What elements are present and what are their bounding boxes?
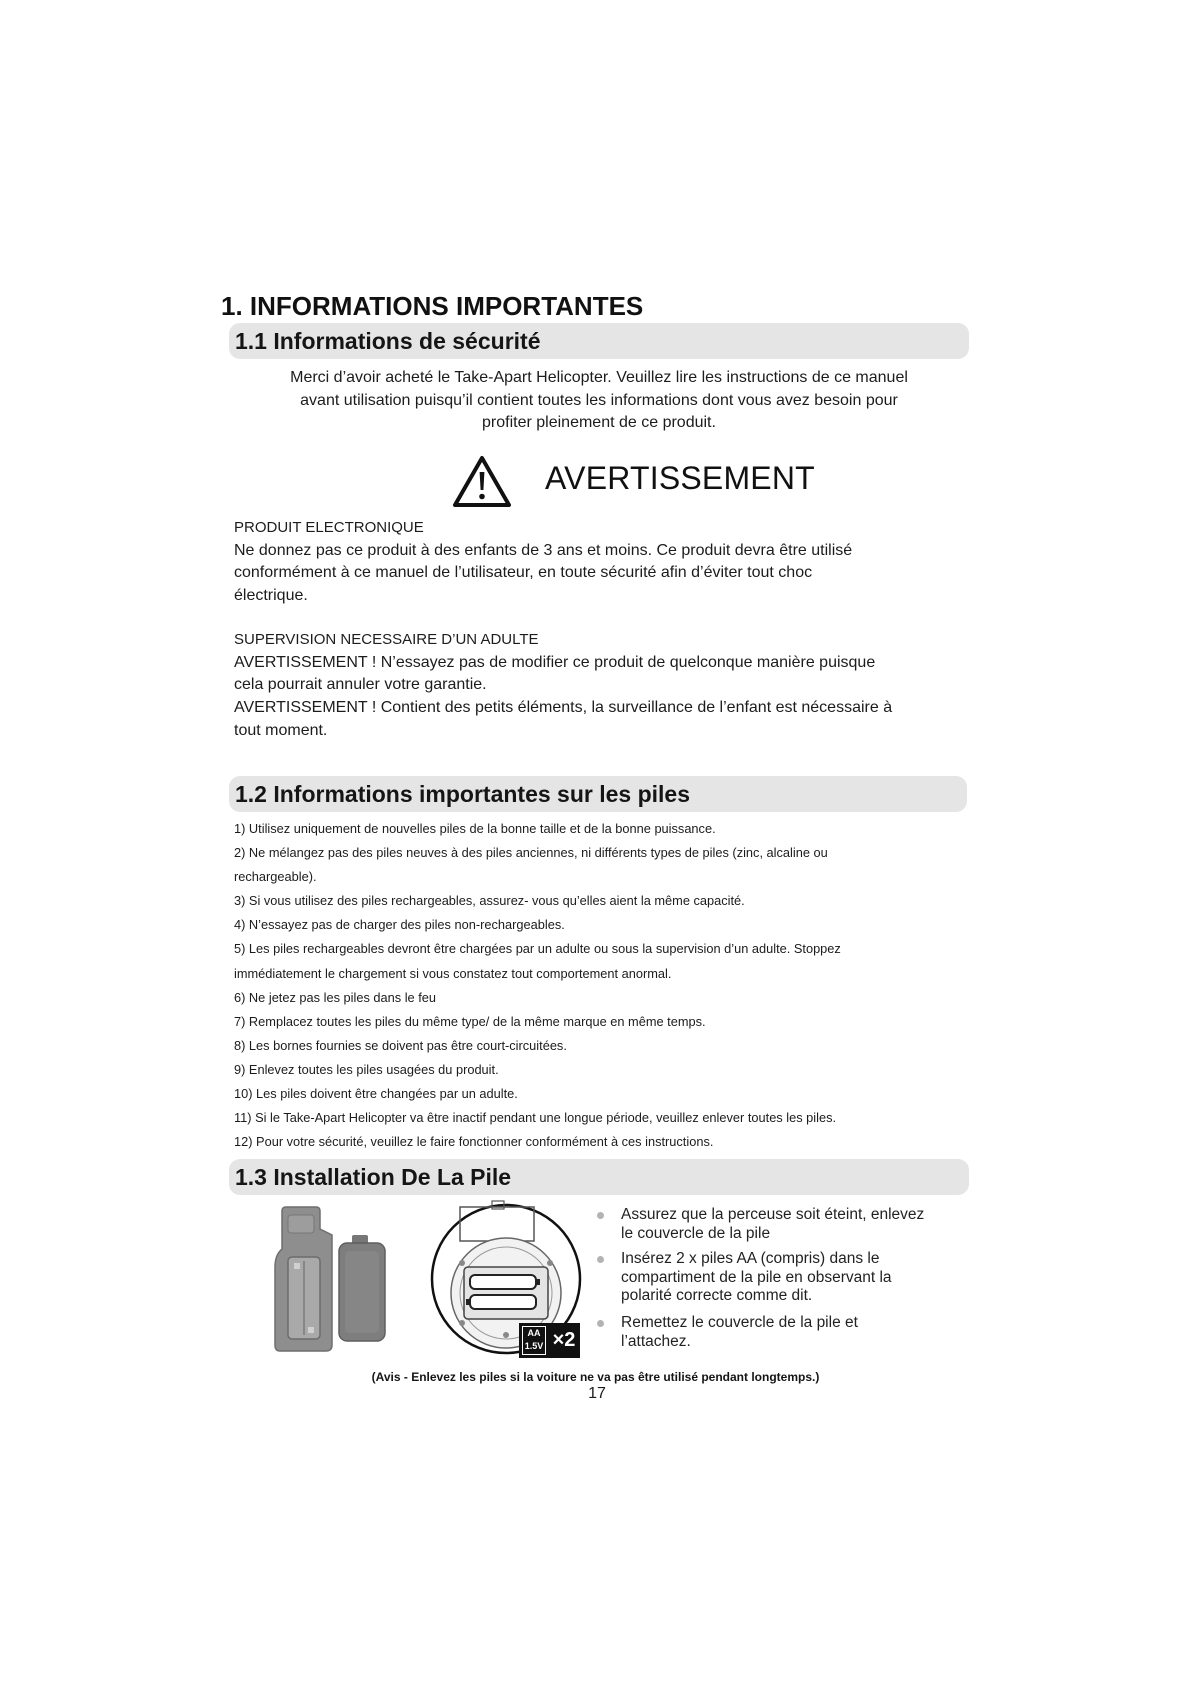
adult-supervision-block: [234, 629, 892, 743]
battery-info-list: [234, 817, 841, 1154]
step-line: polarité correcte comme dit.: [621, 1287, 813, 1304]
install-step: [621, 1250, 892, 1306]
battery-holder-illustration: [274, 1205, 388, 1355]
section-1-1-header-bar: [229, 323, 969, 359]
list-item: 6) Ne jetez pas les piles dans le feu: [234, 989, 437, 1005]
intro-line: avant utilisation puisqu’il contient toutes les informations dont vous avez besoin pour: [300, 391, 898, 409]
list-item: 3) Si vous utilisez des piles rechargeables, assurez- vous qu’elles aient la même capacité.: [234, 893, 745, 909]
step-line: le couvercle de la pile: [621, 1224, 771, 1242]
block-line: cela pourrait annuler votre garantie.: [234, 676, 487, 694]
section-1-1-title: 1.1 Informations de sécurité: [235, 328, 541, 354]
step-line: l’attachez.: [621, 1332, 691, 1350]
battery-voltage: 1.5V: [524, 1341, 544, 1351]
block-line: conformément à ce manuel de l’utilisateur, en toute sécurité afin d’éviter tout choc: [234, 564, 813, 581]
electronic-product-block: [234, 517, 852, 607]
step-line: Insérez 2 x piles AA (compris) dans le: [621, 1250, 880, 1267]
list-item-continuation: immédiatement le chargement si vous constatez tout comportement anormal.: [234, 965, 672, 981]
section-1-3-title: 1.3 Installation De La Pile: [235, 1164, 512, 1190]
page-title: 1. INFORMATIONS IMPORTANTES: [221, 291, 644, 321]
block-heading: SUPERVISION NECESSAIRE D’UN ADULTE: [234, 631, 539, 648]
warning-title: AVERTISSEMENT: [545, 460, 815, 496]
list-item: 1) Utilisez uniquement de nouvelles piles de la bonne taille et de la bonne puissance.: [234, 821, 716, 836]
block-line: Ne donnez pas ce produit à des enfants de 3 ans et moins. Ce produit devra être utilisé: [234, 541, 853, 559]
intro-line: Merci d’avoir acheté le Take-Apart Helicopter. Veuillez lire les instructions de ce manuel: [290, 369, 908, 386]
battery-count: ×2: [552, 1329, 576, 1351]
list-item-continuation: rechargeable).: [234, 869, 317, 885]
intro-paragraph: [234, 367, 964, 435]
section-1-2-header-bar: [229, 776, 967, 812]
block-line: tout moment.: [234, 721, 328, 739]
bullet-icon: [597, 1256, 604, 1263]
list-item: 9) Enlevez toutes les piles usagées du produit.: [234, 1061, 499, 1077]
list-item: 10) Les piles doivent être changées par un adulte.: [234, 1086, 518, 1102]
battery-type: AA: [527, 1328, 541, 1338]
block-line: AVERTISSEMENT ! Contient des petits éléments, la surveillance de l’enfant est nécessaire à: [234, 699, 893, 717]
install-step: [621, 1314, 858, 1351]
list-item: 11) Si le Take-Apart Helicopter va être inactif pendant une longue période, veuillez enlever toutes les piles.: [234, 1110, 837, 1126]
list-item: 2) Ne mélangez pas des piles neuves à des piles anciennes, ni différents types de piles (zinc, alcaline ou: [234, 845, 828, 861]
bullet-icon: [597, 1320, 604, 1327]
block-line: AVERTISSEMENT ! N’essayez pas de modifier ce produit de quelconque manière puisque: [234, 653, 876, 671]
page-number: 17: [588, 1385, 606, 1402]
battery-type-label: [522, 1326, 546, 1355]
install-step: [621, 1206, 924, 1243]
list-item: 4) N’essayez pas de charger des piles non-rechargeables.: [234, 917, 565, 933]
bullet-icon: [597, 1212, 604, 1219]
step-line: Assurez que la perceuse soit éteint, enlevez: [621, 1206, 925, 1223]
step-line: Remettez le couvercle de la pile et: [621, 1314, 858, 1331]
warning-triangle-icon: [451, 454, 513, 509]
intro-line: profiter pleinement de ce produit.: [482, 414, 716, 431]
section-1-3-header-bar: [229, 1159, 969, 1195]
list-item: 7) Remplacez toutes les piles du même type/ de la même marque en même temps.: [234, 1013, 706, 1029]
block-heading: PRODUIT ELECTRONIQUE: [234, 519, 424, 536]
section-1-2-title: 1.2 Informations importantes sur les piles: [235, 781, 691, 807]
battery-notice: (Avis - Enlevez les piles si la voiture ne va pas être utilisé pendant longtemps.): [371, 1370, 820, 1384]
list-item: 8) Les bornes fournies se doivent pas être court-circuitées.: [234, 1037, 567, 1053]
list-item: 12) Pour votre sécurité, veuillez le faire fonctionner conformément à ces instructions.: [234, 1134, 714, 1150]
list-item: 5) Les piles rechargeables devront être chargées par un adulte ou sous la supervision d’un adulte. Stoppez: [234, 941, 841, 957]
block-line: électrique.: [234, 586, 308, 604]
battery-badge: [519, 1323, 580, 1358]
step-line: compartiment de la pile en observant la: [621, 1268, 892, 1286]
